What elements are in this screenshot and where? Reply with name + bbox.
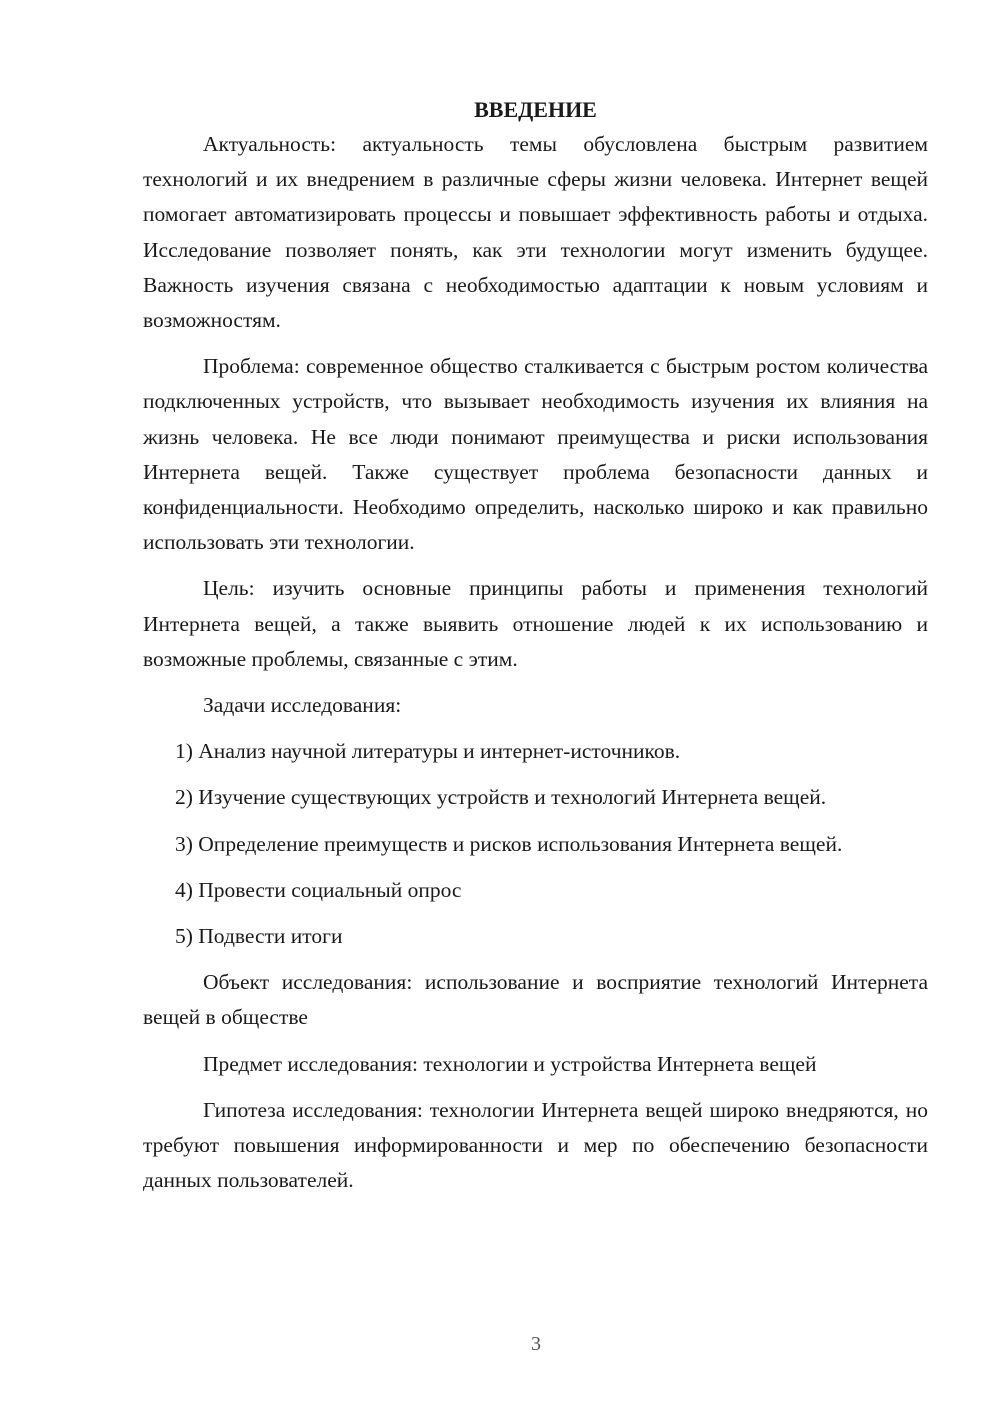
- paragraph-object: Объект исследования: использование и восприятие технологий Интернета вещей в обществе: [143, 970, 928, 1030]
- task-item-1: 1) Анализ научной литературы и интернет-источников.: [175, 739, 681, 764]
- paragraph-subject: Предмет исследования: технологии и устройства Интернета вещей: [203, 1051, 817, 1076]
- tasks-heading: Задачи исследования:: [203, 693, 402, 718]
- page-number: 3: [531, 1333, 541, 1355]
- paragraph-goal: Цель: изучить основные принципы работы и применения технологий Интернета вещей, а также выявить отношение людей к их использованию и возможные проблемы, связанные с этим.: [143, 576, 928, 671]
- paragraph-hypothesis: Гипотеза исследования: технологии Интернета вещей широко внедряются, но требуют повышения информированности и мер по обеспечению безопасности данных пользователей.: [143, 1097, 928, 1193]
- task-item-4: 4) Провести социальный опрос: [175, 877, 462, 902]
- task-item-3: 3) Определение преимуществ и рисков использования Интернета вещей.: [175, 831, 843, 856]
- paragraph-problem: Проблема: современное общество сталкивается с быстрым ростом количества подключенных устройств, что вызывает необходимость изучения их влияния на жизнь человека. Не все люди понимают преимущества и риски использования Интернета вещей. Также существует проблема безопасности данных и конфиденциальности. Необходимо определить, насколько широко и как правильно использовать эти технологии.: [143, 354, 928, 555]
- task-item-5: 5) Подвести итоги: [175, 924, 343, 949]
- section-title: ВВЕДЕНИЕ: [474, 97, 597, 122]
- paragraph-relevance: Актуальность: актуальность темы обусловлена быстрым развитием технологий и их внедрением в различные сферы жизни человека. Интернет вещей помогает автоматизировать процессы и повышает эффективность работы и отдыха. Исследование позволяет понять, как эти технологии могут изменить будущее. Важность изучения связана с необходимостью адаптации к новым условиям и возможностям.: [143, 132, 928, 333]
- document-page: [143, 92, 928, 1198]
- task-item-2: 2) Изучение существующих устройств и технологий Интернета вещей.: [175, 785, 827, 810]
